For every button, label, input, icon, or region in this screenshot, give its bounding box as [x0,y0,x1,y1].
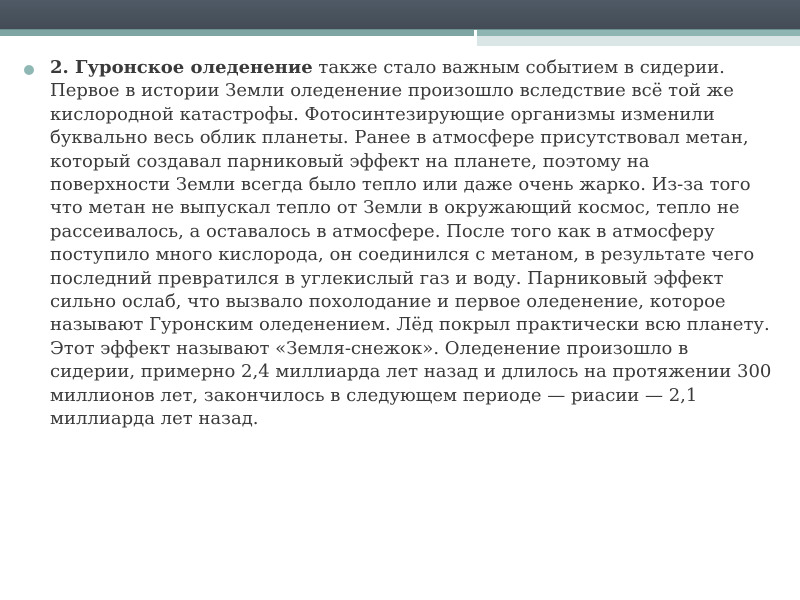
slide-content [24,56,774,431]
header-band [0,0,800,29]
bullet-paragraph [50,56,774,431]
accent-strip-right [477,36,800,46]
bullet-dot-icon [24,65,34,75]
bullet-text: также стало важным событием в сидерии. Первое в истории Земли оледенение произошло вследствие всё той же кислородной катастрофы. Фотосинтезирующие организмы изменили буквально весь облик планеты. Ранее в атмосфере присутствовал метан, который создавал парниковый эффект на планете, поэтому на поверхности Земли всегда было тепло или даже очень жарко. Из-за того что метан не выпускал тепло от Земли в окружающий космос, тепло не рассеивалось, а оставалось в атмосфере. После того как в атмосферу поступило много кислорода, он соединился с метаном, в результате чего последний превратился в углекислый газ и воду. Парниковый эффект сильно ослаб, что вызвало похолодание и первое оледенение, которое называют Гуронским оледенением. Лёд покрыл практически всю планету. Этот эффект называют «Земля-снежок». Оледенение произошло в сидерии, примерно 2,4 миллиарда лет назад и длилось на протяжении 300 миллионов лет, закончилось в следующем периоде — риасии — 2,1 миллиарда лет назад. [50,57,772,430]
bullet-lead: 2. Гуронское оледенение [50,57,313,78]
accent-bar-left [0,30,474,36]
